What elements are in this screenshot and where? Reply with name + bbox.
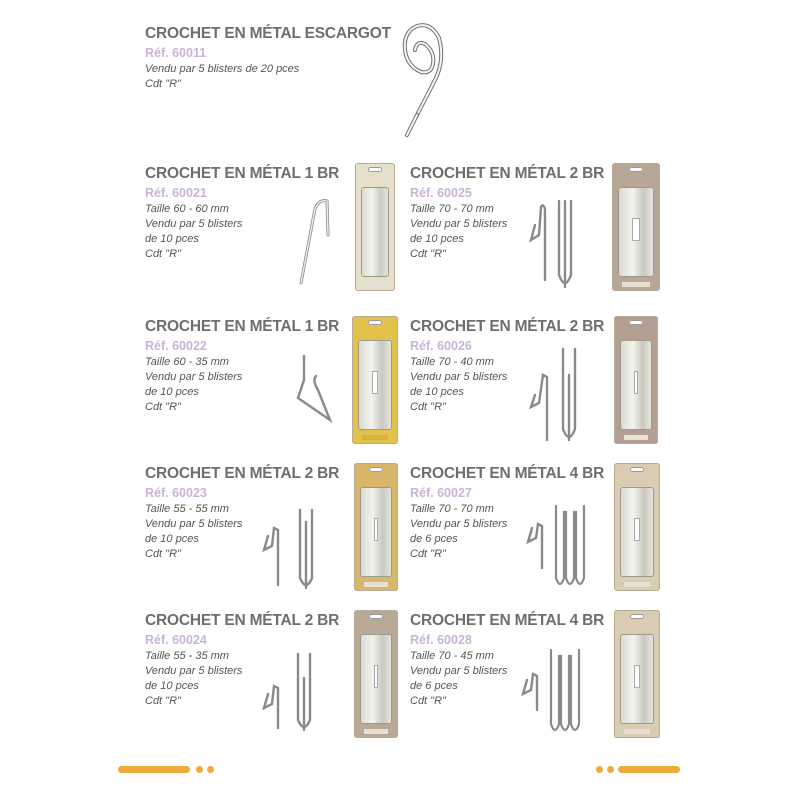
- product-detail: Vendu par 5 blisters: [145, 371, 243, 383]
- product-detail: Cdt "R": [410, 401, 446, 413]
- product-ref: Réf. 60023: [145, 486, 207, 500]
- product-detail: Taille 60 - 35 mm: [145, 356, 229, 368]
- double-prong-hook-image: [525, 345, 585, 445]
- product-detail: Taille 55 - 35 mm: [145, 650, 229, 662]
- product-detail: Vendu par 5 blisters: [410, 218, 508, 230]
- product-ref: Réf. 60011: [145, 46, 207, 60]
- single-prong-hook-image: [290, 350, 340, 430]
- product-detail: Vendu par 5 blisters: [410, 665, 508, 677]
- product-detail: de 10 pces: [410, 386, 464, 398]
- blister-pack-image: [614, 610, 660, 738]
- product-title: CROCHET EN MÉTAL 4 BR: [410, 465, 605, 482]
- product-detail: Cdt "R": [145, 548, 181, 560]
- product-detail: Vendu par 5 blisters: [145, 665, 243, 677]
- product-detail: Cdt "R": [145, 78, 181, 90]
- four-prong-hook-image: [515, 640, 600, 740]
- product-title: CROCHET EN MÉTAL 1 BR: [145, 165, 340, 182]
- product-detail: Taille 70 - 40 mm: [410, 356, 494, 368]
- footer-decoration-left: [118, 766, 218, 774]
- product-ref: Réf. 60024: [145, 633, 207, 647]
- product-detail: Taille 70 - 45 mm: [410, 650, 494, 662]
- product-detail: de 10 pces: [145, 533, 199, 545]
- product-detail: de 6 pces: [410, 533, 458, 545]
- product-detail: Cdt "R": [145, 248, 181, 260]
- product-detail: Cdt "R": [145, 695, 181, 707]
- product-detail: Vendu par 5 blisters: [410, 371, 508, 383]
- product-detail: Cdt "R": [410, 695, 446, 707]
- product-title: CROCHET EN MÉTAL 2 BR: [410, 165, 605, 182]
- product-detail: Vendu par 5 blisters de 20 pces: [145, 63, 300, 75]
- blister-pack-image: [614, 316, 658, 444]
- product-detail: Taille 60 - 60 mm: [145, 203, 229, 215]
- product-detail: de 10 pces: [410, 233, 464, 245]
- blister-pack-image: [612, 163, 660, 291]
- blister-pack-image: [352, 316, 398, 444]
- product-detail: Vendu par 5 blisters: [145, 518, 243, 530]
- product-detail: Taille 55 - 55 mm: [145, 503, 229, 515]
- product-detail: de 6 pces: [410, 680, 458, 692]
- product-title: CROCHET EN MÉTAL 4 BR: [410, 612, 605, 629]
- blister-pack-image: [354, 610, 398, 738]
- product-detail: Cdt "R": [410, 548, 446, 560]
- product-ref: Réf. 60027: [410, 486, 472, 500]
- product-detail: Vendu par 5 blisters: [410, 518, 508, 530]
- product-title: CROCHET EN MÉTAL ESCARGOT: [145, 25, 391, 42]
- product-title: CROCHET EN MÉTAL 2 BR: [145, 612, 340, 629]
- product-ref: Réf. 60021: [145, 186, 207, 200]
- product-title: CROCHET EN MÉTAL 2 BR: [145, 465, 340, 482]
- product-detail: Taille 70 - 70 mm: [410, 203, 494, 215]
- product-detail: de 10 pces: [145, 386, 199, 398]
- blister-pack-image: [354, 463, 398, 591]
- product-title: CROCHET EN MÉTAL 2 BR: [410, 318, 605, 335]
- product-detail: Taille 70 - 70 mm: [410, 503, 494, 515]
- product-detail: de 10 pces: [145, 680, 199, 692]
- footer-decoration-right: [596, 766, 686, 774]
- product-ref: Réf. 60026: [410, 339, 472, 353]
- single-prong-hook-image: [295, 195, 335, 290]
- four-prong-hook-image: [520, 498, 600, 598]
- product-detail: Cdt "R": [410, 248, 446, 260]
- blister-pack-image: [614, 463, 660, 591]
- product-ref: Réf. 60025: [410, 186, 472, 200]
- product-ref: Réf. 60028: [410, 633, 472, 647]
- blister-pack-image: [355, 163, 395, 291]
- product-title: CROCHET EN MÉTAL 1 BR: [145, 318, 340, 335]
- product-detail: Vendu par 5 blisters: [145, 218, 243, 230]
- product-detail: Cdt "R": [145, 401, 181, 413]
- product-detail: de 10 pces: [145, 233, 199, 245]
- double-prong-hook-image: [525, 195, 585, 295]
- double-prong-hook-image: [258, 648, 328, 743]
- escargot-hook-image: [395, 20, 455, 145]
- product-ref: Réf. 60022: [145, 339, 207, 353]
- product-card-60011: [145, 25, 391, 92]
- double-prong-hook-image: [258, 500, 328, 595]
